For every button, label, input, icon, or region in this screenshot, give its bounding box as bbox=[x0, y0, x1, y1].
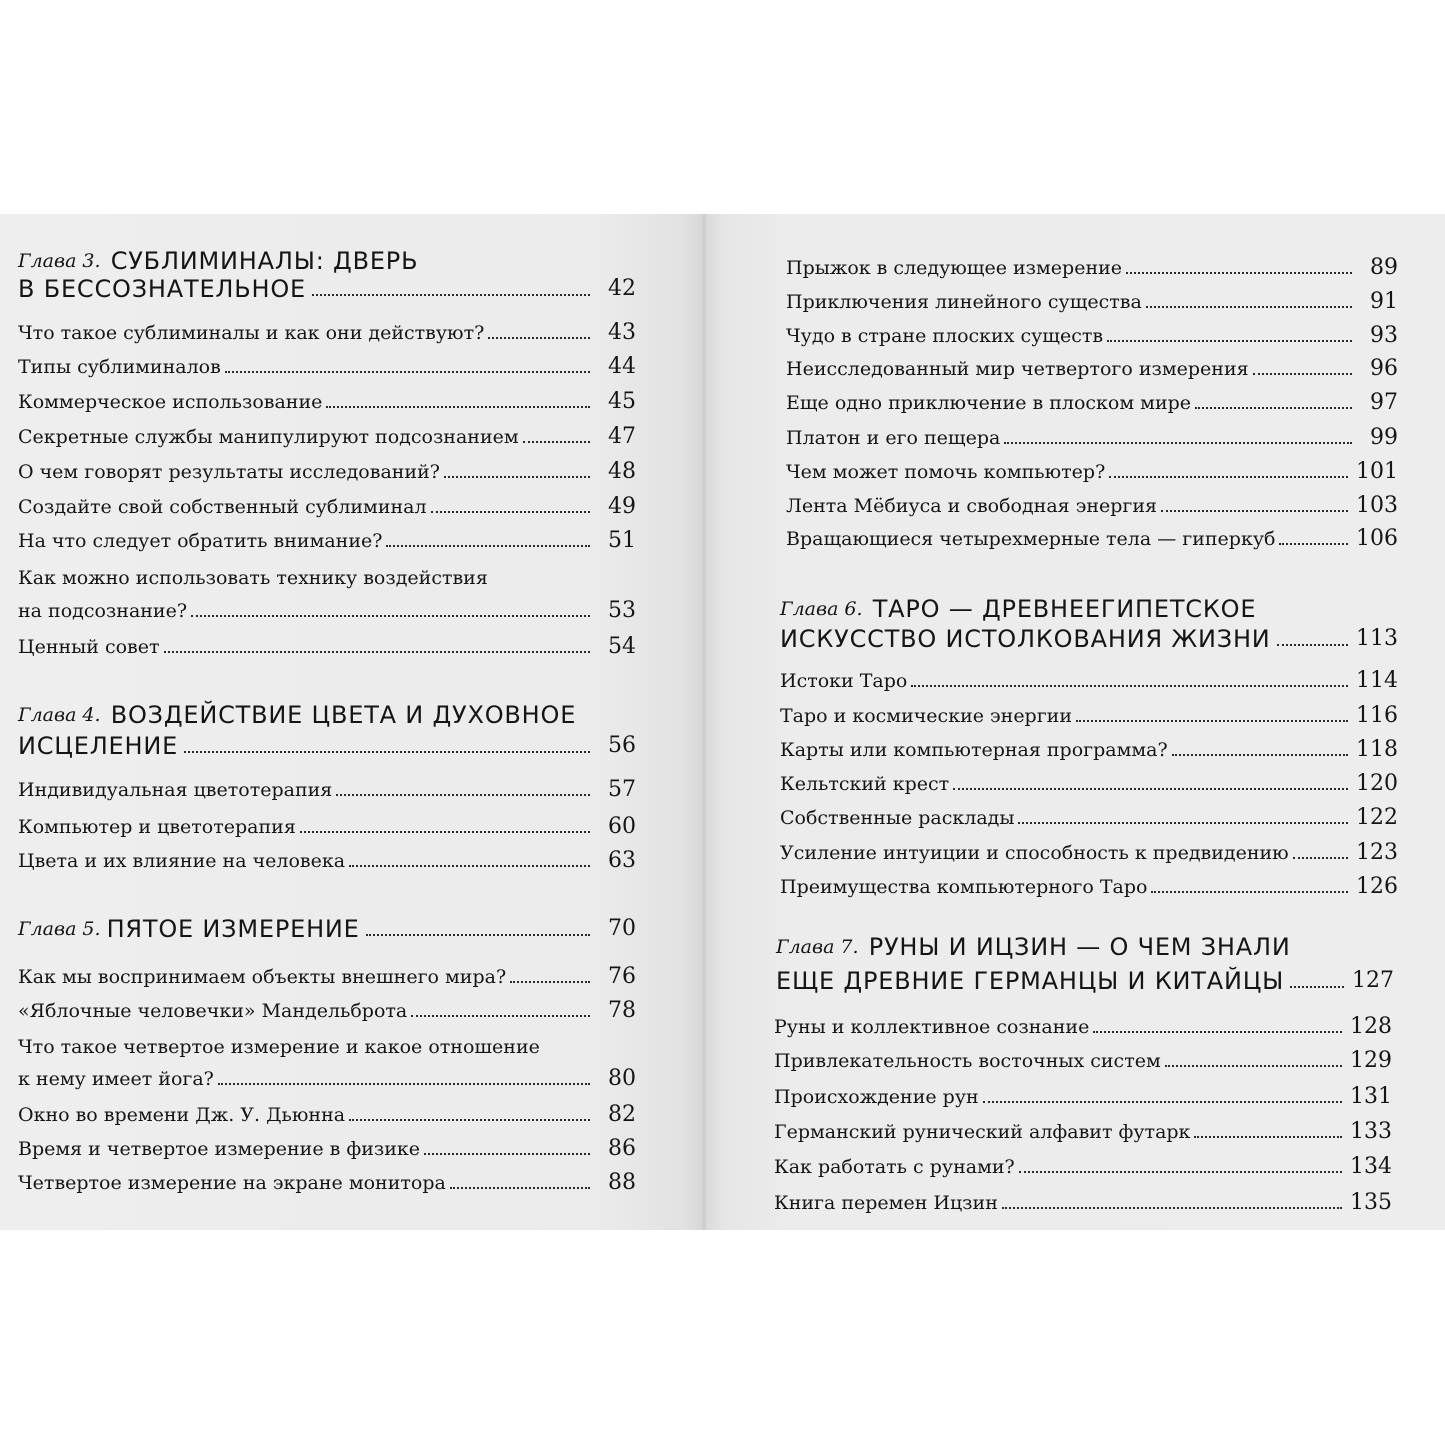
dot-leader bbox=[1293, 857, 1348, 859]
chapter-7-title-line2: ЕЩЕ ДРЕВНИЕ ГЕРМАНЦЫ И КИТАЙЦЫ bbox=[776, 967, 1285, 995]
toc-entry-label: Четвертое измерение на экране монитора bbox=[18, 1172, 446, 1194]
toc-entry-label: Типы сублиминалов bbox=[18, 356, 221, 378]
toc-entry-label: О чем говорят результаты исследований? bbox=[18, 461, 440, 483]
toc-entry-page: 131 bbox=[1350, 1084, 1392, 1109]
toc-entry bbox=[18, 1062, 636, 1092]
toc-entry-label: Индивидуальная цветотерапия bbox=[18, 779, 333, 801]
toc-entry bbox=[780, 836, 1398, 866]
dot-leader bbox=[1019, 1171, 1342, 1173]
toc-entry bbox=[18, 490, 636, 520]
toc-entry-label: Карты или компьютерная программа? bbox=[780, 739, 1168, 761]
toc-entry-label: Преимущества компьютерного Таро bbox=[780, 876, 1148, 898]
dot-leader bbox=[366, 934, 590, 936]
dot-leader bbox=[510, 981, 590, 983]
toc-entry-label: Привлекательность восточных систем bbox=[774, 1050, 1161, 1072]
toc-entry-page: 97 bbox=[1370, 390, 1398, 415]
toc-entry bbox=[18, 455, 636, 485]
chapter-4-title-line2: ИСЦЕЛЕНИЕ bbox=[18, 732, 179, 760]
dot-leader bbox=[1107, 340, 1352, 342]
dot-leader bbox=[1076, 720, 1348, 722]
dot-leader bbox=[983, 1101, 1342, 1103]
toc-entry-label: Приключения линейного существа bbox=[786, 291, 1142, 313]
toc-entry-page: 80 bbox=[608, 1066, 636, 1091]
dot-leader bbox=[523, 441, 590, 443]
dot-leader bbox=[1151, 891, 1348, 893]
chapter-4-heading bbox=[18, 696, 576, 730]
chapter-6-title-line1: ТАРО — ДРЕВНЕЕГИПЕТСКОЕ bbox=[872, 595, 1257, 623]
chapter-6-page: 113 bbox=[1356, 626, 1398, 651]
toc-entry bbox=[786, 285, 1398, 315]
chapter-7-title-line1: РУНЫ И ИЦЗИН — О ЧЕМ ЗНАЛИ bbox=[868, 933, 1291, 961]
dot-leader bbox=[911, 685, 1348, 687]
toc-entry-label-line1: Как можно использовать технику воздействия bbox=[18, 567, 488, 589]
toc-entry-page: 128 bbox=[1350, 1014, 1392, 1039]
toc-entry bbox=[774, 1010, 1392, 1040]
chapter-6-heading bbox=[780, 590, 1256, 624]
toc-entry-label: к нему имеет йога? bbox=[18, 1068, 214, 1090]
chapter-6-title-line2: ИСКУССТВО ИСТОЛКОВАНИЯ ЖИЗНИ bbox=[780, 625, 1271, 653]
toc-entry bbox=[780, 870, 1398, 900]
dot-leader bbox=[411, 1015, 590, 1017]
toc-entry-page: 48 bbox=[608, 459, 636, 484]
toc-entry-page: 93 bbox=[1370, 323, 1398, 348]
toc-entry bbox=[18, 844, 636, 874]
toc-entry-label: Чудо в стране плоских существ bbox=[786, 325, 1104, 347]
dot-leader bbox=[1290, 986, 1344, 988]
toc-entry-page: 60 bbox=[608, 814, 636, 839]
dot-leader bbox=[1279, 543, 1348, 545]
toc-entry-page: 54 bbox=[608, 634, 636, 659]
toc-entry bbox=[18, 960, 636, 990]
toc-entry-label: Собственные расклады bbox=[780, 807, 1015, 829]
toc-entry-page: 96 bbox=[1370, 356, 1398, 381]
toc-entry-label: Усиление интуиции и способность к предвидению bbox=[780, 842, 1289, 864]
toc-entry-label: Создайте свой собственный сублиминал bbox=[18, 496, 427, 518]
dot-leader bbox=[953, 788, 1348, 790]
toc-entry-label: Германский рунический алфавит футарк bbox=[774, 1121, 1191, 1143]
toc-entry-page: 43 bbox=[608, 320, 636, 345]
dot-leader bbox=[1002, 1207, 1342, 1209]
toc-entry-label: Время и четвертое измерение в физике bbox=[18, 1138, 421, 1160]
toc-entry-page: 44 bbox=[608, 354, 636, 379]
toc-entry-label: Истоки Таро bbox=[780, 670, 908, 692]
chapter-5-title-line1: ПЯТОЕ ИЗМЕРЕНИЕ bbox=[106, 915, 360, 943]
toc-entry-label: Происхождение рун bbox=[774, 1086, 979, 1108]
toc-entry-label: Платон и его пещера bbox=[786, 427, 1001, 449]
toc-entry-page: 86 bbox=[608, 1136, 636, 1161]
toc-entry bbox=[780, 699, 1398, 729]
dot-leader bbox=[450, 1187, 590, 1189]
dot-leader bbox=[1004, 442, 1352, 444]
dot-leader bbox=[424, 1153, 590, 1155]
toc-entry bbox=[18, 773, 636, 803]
toc-entry-page: 88 bbox=[608, 1170, 636, 1195]
toc-entry-label: На что следует обратить внимание? bbox=[18, 530, 383, 552]
toc-entry-page: 106 bbox=[1356, 526, 1398, 551]
chapter-3-prefix: Глава 3. bbox=[18, 250, 101, 272]
toc-entry bbox=[18, 420, 636, 450]
toc-entry bbox=[774, 1150, 1392, 1180]
toc-entry-label: Чем может помочь компьютер? bbox=[786, 461, 1106, 483]
toc-entry-page: 45 bbox=[608, 389, 636, 414]
chapter-3-title-line2: В БЕССОЗНАТЕЛЬНОЕ bbox=[18, 275, 307, 303]
toc-entry-label: Таро и космические энергии bbox=[780, 705, 1073, 727]
dot-leader bbox=[1146, 306, 1352, 308]
dot-leader bbox=[1195, 407, 1352, 409]
toc-entry-label: Секретные службы манипулируют подсознанием bbox=[18, 426, 519, 448]
toc-entry-page: 76 bbox=[608, 964, 636, 989]
toc-entry-page: 118 bbox=[1356, 737, 1398, 762]
dot-leader bbox=[1093, 1031, 1342, 1033]
dot-leader bbox=[312, 294, 590, 296]
toc-entry bbox=[18, 994, 636, 1024]
toc-entry-page: 78 bbox=[608, 998, 636, 1023]
dot-leader bbox=[1109, 476, 1348, 478]
dot-leader bbox=[336, 794, 590, 796]
toc-entry bbox=[18, 316, 636, 346]
chapter-4-page: 56 bbox=[608, 733, 636, 758]
chapter-3-page: 42 bbox=[608, 276, 636, 301]
toc-entry-label: Что такое сублиминалы и как они действуют? bbox=[18, 322, 485, 344]
chapter-4-title-line1: ВОЗДЕЙСТВИЕ ЦВЕТА И ДУХОВНОЕ bbox=[110, 701, 577, 729]
dot-leader bbox=[225, 371, 590, 373]
toc-entry-page: 101 bbox=[1356, 459, 1398, 484]
chapter-7-heading bbox=[776, 928, 1291, 962]
toc-entry bbox=[18, 385, 636, 415]
dot-leader bbox=[1126, 272, 1352, 274]
chapter-6-prefix: Глава 6. bbox=[780, 598, 863, 620]
dot-leader bbox=[191, 615, 590, 617]
dot-leader bbox=[386, 545, 590, 547]
toc-entry bbox=[18, 1166, 636, 1196]
toc-entry-page: 123 bbox=[1356, 840, 1398, 865]
toc-entry bbox=[774, 1044, 1392, 1074]
toc-entry bbox=[18, 524, 636, 554]
toc-entry-page: 116 bbox=[1356, 703, 1398, 728]
toc-entry-label: Руны и коллективное сознание bbox=[774, 1016, 1090, 1038]
toc-entry-label: «Яблочные человечки» Мандельброта bbox=[18, 1000, 408, 1022]
toc-entry bbox=[786, 522, 1398, 552]
dot-leader bbox=[349, 1119, 590, 1121]
toc-entry-label: Прыжок в следующее измерение bbox=[786, 257, 1123, 279]
chapter-5-prefix: Глава 5. bbox=[18, 918, 101, 940]
toc-entry-page: 103 bbox=[1356, 493, 1398, 518]
toc-entry bbox=[18, 1098, 636, 1128]
toc-entry-page: 99 bbox=[1370, 425, 1398, 450]
dot-leader bbox=[184, 751, 590, 753]
chapter-7-prefix: Глава 7. bbox=[776, 936, 859, 958]
toc-entry-page: 89 bbox=[1370, 255, 1398, 280]
dot-leader bbox=[1018, 822, 1348, 824]
toc-entry bbox=[18, 630, 636, 660]
toc-entry-page: 82 bbox=[608, 1102, 636, 1127]
toc-entry-page: 49 bbox=[608, 494, 636, 519]
book-gutter bbox=[702, 214, 706, 1230]
toc-entry bbox=[18, 810, 636, 840]
dot-leader bbox=[1161, 510, 1348, 512]
toc-entry bbox=[786, 319, 1398, 349]
dot-leader bbox=[326, 406, 590, 408]
toc-entry bbox=[786, 455, 1398, 485]
toc-entry-label: Как работать с рунами? bbox=[774, 1156, 1015, 1178]
dot-leader bbox=[488, 337, 590, 339]
toc-entry-label: на подсознание? bbox=[18, 600, 188, 622]
toc-entry-page: 126 bbox=[1356, 874, 1398, 899]
toc-entry bbox=[774, 1115, 1392, 1145]
toc-entry-label: Вращающиеся четырехмерные тела — гиперкуб bbox=[786, 528, 1276, 550]
toc-entry bbox=[786, 352, 1398, 382]
toc-entry-page: 133 bbox=[1350, 1119, 1392, 1144]
toc-entry-page: 134 bbox=[1350, 1154, 1392, 1179]
chapter-4-prefix: Глава 4. bbox=[18, 704, 101, 726]
toc-entry bbox=[774, 1186, 1392, 1216]
dot-leader bbox=[218, 1083, 590, 1085]
toc-entry bbox=[18, 350, 636, 380]
dot-leader bbox=[1165, 1065, 1342, 1067]
toc-entry bbox=[18, 594, 636, 624]
chapter-7-page: 127 bbox=[1352, 968, 1394, 993]
toc-entry bbox=[780, 801, 1398, 831]
toc-entry-label: Еще одно приключение в плоском мире bbox=[786, 392, 1192, 414]
toc-entry bbox=[780, 767, 1398, 797]
toc-entry-label: Цвета и их влияние на человека bbox=[18, 850, 346, 872]
dot-leader bbox=[1194, 1136, 1342, 1138]
dot-leader bbox=[164, 651, 591, 653]
toc-entry bbox=[786, 386, 1398, 416]
chapter-3-heading-end bbox=[18, 270, 636, 304]
chapter-5-heading bbox=[18, 910, 636, 944]
toc-entry-label: Коммерческое использование bbox=[18, 391, 323, 413]
chapter-4-heading-end bbox=[18, 727, 636, 761]
toc-entry-page: 57 bbox=[608, 777, 636, 802]
toc-entry-page: 53 bbox=[608, 598, 636, 623]
toc-entry-label: Окно во времени Дж. У. Дьюнна bbox=[18, 1104, 346, 1126]
chapter-3-title-line1: СУБЛИМИНАЛЫ: ДВЕРЬ bbox=[110, 247, 419, 275]
chapter-5-page: 70 bbox=[608, 916, 636, 941]
dot-leader bbox=[1253, 373, 1352, 375]
toc-entry bbox=[786, 489, 1398, 519]
toc-entry bbox=[774, 1080, 1392, 1110]
toc-entry bbox=[18, 1132, 636, 1162]
toc-entry-page: 91 bbox=[1370, 289, 1398, 314]
toc-entry-label: Лента Мёбиуса и свободная энергия bbox=[786, 495, 1158, 517]
toc-entry-page: 47 bbox=[608, 424, 636, 449]
dot-leader bbox=[444, 476, 590, 478]
toc-entry-page: 114 bbox=[1356, 668, 1398, 693]
dot-leader bbox=[1172, 754, 1348, 756]
dot-leader bbox=[1277, 644, 1348, 646]
toc-entry-page: 120 bbox=[1356, 771, 1398, 796]
toc-entry-label: Неисследованный мир четвертого измерения bbox=[786, 358, 1249, 380]
chapter-7-heading-end bbox=[776, 962, 1394, 996]
dot-leader bbox=[431, 511, 590, 513]
toc-entry-label: Кельтский крест bbox=[780, 773, 950, 795]
toc-entry bbox=[786, 251, 1398, 281]
toc-entry-page: 63 bbox=[608, 848, 636, 873]
dot-leader bbox=[349, 865, 590, 867]
toc-entry bbox=[780, 733, 1398, 763]
toc-entry-label: Компьютер и цветотерапия bbox=[18, 816, 296, 838]
toc-entry-page: 122 bbox=[1356, 805, 1398, 830]
toc-entry-page: 135 bbox=[1350, 1190, 1392, 1215]
toc-entry-label: Ценный совет bbox=[18, 636, 160, 658]
toc-entry-label: Как мы воспринимаем объекты внешнего мира? bbox=[18, 966, 507, 988]
toc-entry-label: Книга перемен Ицзин bbox=[774, 1192, 998, 1214]
chapter-6-heading-end bbox=[780, 620, 1398, 654]
toc-entry-page: 129 bbox=[1350, 1048, 1392, 1073]
dot-leader bbox=[300, 831, 590, 833]
toc-entry bbox=[786, 421, 1398, 451]
toc-entry-label-line1: Что такое четвертое измерение и какое отношение bbox=[18, 1036, 540, 1058]
toc-entry bbox=[780, 664, 1398, 694]
toc-entry-page: 51 bbox=[608, 528, 636, 553]
